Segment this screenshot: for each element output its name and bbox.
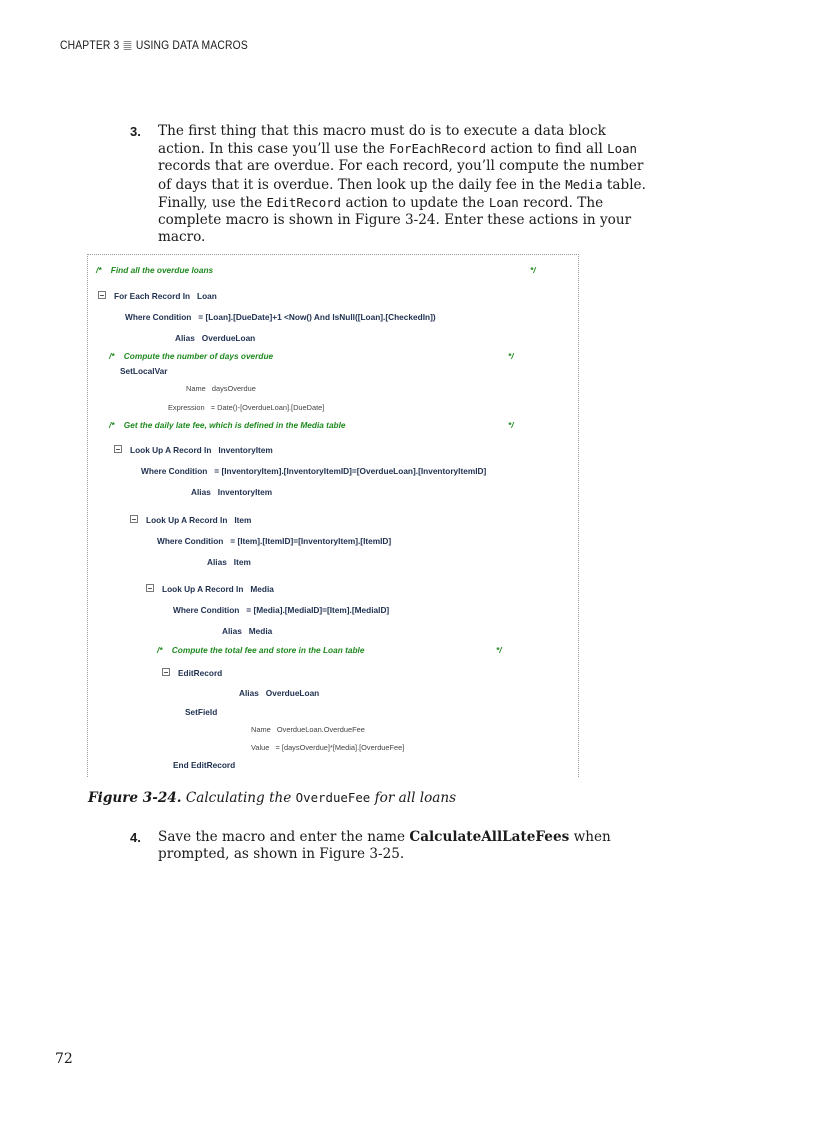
editrecord-label: EditRecord	[178, 668, 223, 678]
for-each-label: For Each Record In	[114, 291, 191, 301]
expression-value: = Date()-[OverdueLoan].[DueDate]	[210, 403, 325, 412]
comment-close: */	[508, 351, 514, 361]
chapter-label: CHAPTER 3	[60, 38, 120, 52]
where-condition-1	[125, 312, 436, 322]
where-value: = [InventoryItem].[InventoryItemID]=[OverdueLoan].[InventoryItemID]	[214, 466, 487, 476]
alias-4	[222, 626, 272, 636]
setfield-action[interactable]: SetField	[185, 707, 218, 717]
value-value: = [daysOverdue]*[Media].[OverdueFee]	[275, 743, 405, 752]
text-run: action to update the	[341, 194, 489, 211]
comment-open: /*	[157, 645, 163, 655]
comment-text: Compute the number of days overdue	[123, 351, 274, 361]
setfield-value	[251, 743, 404, 752]
setlocalvar-name	[186, 384, 256, 393]
step-text	[158, 829, 650, 863]
setfield-name	[251, 725, 365, 734]
alias-value: OverdueLoan	[265, 688, 320, 698]
alias-label: Alias	[207, 557, 227, 567]
where-condition-4	[173, 605, 389, 615]
comment-text: Find all the overdue loans	[110, 265, 214, 275]
caption-text: Calculating the	[181, 790, 296, 806]
caption-text: for all loans	[370, 790, 457, 806]
expression-label: Expression	[168, 403, 205, 412]
comment-open: /*	[109, 351, 115, 361]
step-3	[130, 123, 650, 246]
bold-run: CalculateAllLateFees	[409, 829, 570, 845]
code-run: Loan	[607, 141, 637, 157]
where-condition-3	[157, 536, 391, 546]
where-condition-2	[141, 466, 486, 476]
comment-open: /*	[96, 265, 102, 275]
lookup-media[interactable]	[146, 584, 274, 594]
collapse-icon[interactable]	[130, 515, 138, 523]
lookup-label: Look Up A Record In	[162, 584, 244, 594]
caption-code: OverdueFee	[295, 790, 371, 805]
editrecord-block[interactable]	[162, 668, 222, 678]
where-label: Where Condition	[125, 312, 192, 322]
step-number: 3.	[130, 124, 141, 139]
comment-close: */	[530, 265, 536, 275]
text-run: table. Finally, use the	[158, 176, 646, 211]
alias-label: Alias	[239, 688, 259, 698]
alias-label: Alias	[191, 487, 211, 497]
where-value: = [Media].[MediaID]=[Item].[MediaID]	[246, 605, 390, 615]
code-run: ForEachRecord	[389, 141, 487, 157]
macro-figure	[87, 254, 579, 777]
running-header	[60, 38, 248, 52]
step-4	[130, 829, 650, 863]
text-run: records that are overdue. For each record, you’ll compute the number of days that it is overdue. Then look up the daily fee in the	[158, 158, 644, 193]
text-run: record. The complete macro is shown in Figure 3-24. Enter these actions in your macro.	[158, 194, 632, 246]
collapse-icon[interactable]	[114, 445, 122, 453]
separator-icon	[124, 41, 132, 50]
comment-open: /*	[109, 420, 115, 430]
alias-value: InventoryItem	[217, 487, 273, 497]
comment-close: */	[496, 645, 502, 655]
code-run: Loan	[488, 194, 519, 210]
alias-value: OverdueLoan	[201, 333, 256, 343]
chapter-title: USING DATA MACROS	[135, 38, 248, 52]
lookup-item[interactable]	[130, 515, 251, 525]
comment-text: Compute the total fee and store in the Loan table	[171, 645, 365, 655]
name-label: Name	[251, 725, 271, 734]
where-label: Where Condition	[157, 536, 224, 546]
name-value: OverdueLoan.OverdueFee	[276, 725, 365, 734]
text-run: Save the macro and enter the name	[158, 829, 410, 845]
value-label: Value	[251, 743, 270, 752]
comment-compute-total	[157, 645, 364, 655]
comment-get-fee	[109, 420, 346, 430]
lookup-table: InventoryItem	[218, 445, 273, 455]
alias-value: Media	[248, 626, 273, 636]
alias-label: Alias	[175, 333, 195, 343]
for-each-table: Loan	[197, 291, 217, 301]
where-label: Where Condition	[173, 605, 240, 615]
alias-2	[191, 487, 272, 497]
setlocalvar-expression	[168, 403, 324, 412]
where-label: Where Condition	[141, 466, 208, 476]
name-value: daysOverdue	[211, 384, 256, 393]
comment-text: Get the daily late fee, which is defined in the Media table	[123, 420, 346, 430]
alias-value: Item	[233, 557, 251, 567]
code-run: EditRecord	[266, 194, 342, 210]
where-value: = [Loan].[DueDate]+1 <Now() And IsNull([Loan].[CheckedIn])	[198, 312, 436, 322]
setlocalvar-action[interactable]: SetLocalVar	[120, 366, 168, 376]
comment-compute-days	[109, 351, 273, 361]
lookup-label: Look Up A Record In	[130, 445, 212, 455]
page-number: 72	[55, 1051, 73, 1067]
alias-1	[175, 333, 255, 343]
for-each-block[interactable]	[98, 291, 217, 301]
lookup-inventoryitem[interactable]	[114, 445, 273, 455]
collapse-icon[interactable]	[98, 291, 106, 299]
lookup-label: Look Up A Record In	[146, 515, 228, 525]
name-label: Name	[186, 384, 206, 393]
step-number: 4.	[130, 830, 141, 845]
end-editrecord: End EditRecord	[173, 760, 236, 770]
text-run: The first thing that this macro must do is to execute a data block action. In this case you’ll use the	[158, 123, 606, 158]
lookup-table: Item	[234, 515, 252, 525]
code-run: Media	[565, 176, 603, 192]
figure-caption	[88, 790, 456, 806]
lookup-table: Media	[250, 584, 274, 594]
alias-3	[207, 557, 251, 567]
alias-label: Alias	[222, 626, 242, 636]
alias-5	[239, 688, 319, 698]
caption-figure-number: Figure 3-24.	[88, 790, 182, 806]
collapse-icon[interactable]	[146, 584, 154, 592]
comment-find-overdue	[96, 265, 213, 275]
comment-close: */	[508, 420, 514, 430]
collapse-icon[interactable]	[162, 668, 170, 676]
text-run: when prompted, as shown in Figure 3-25.	[158, 829, 611, 863]
where-value: = [Item].[ItemID]=[InventoryItem].[ItemID]	[230, 536, 392, 546]
text-run: action to find all	[486, 141, 608, 158]
step-text	[158, 123, 650, 246]
